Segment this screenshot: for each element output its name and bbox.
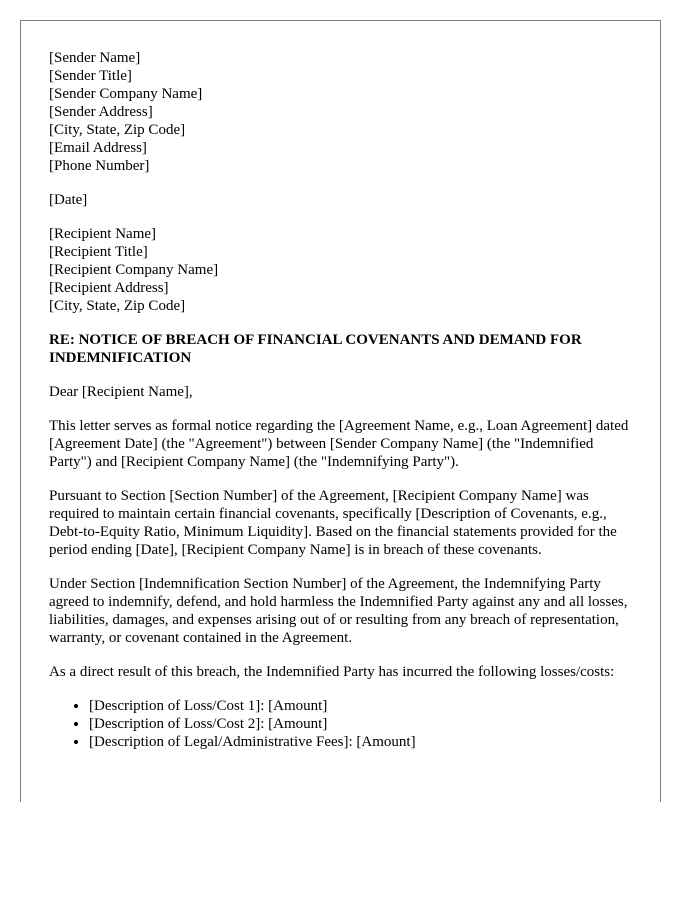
sender-email: [Email Address] xyxy=(49,140,147,156)
recipient-title: [Recipient Title] xyxy=(49,244,148,260)
recipient-block xyxy=(49,225,635,315)
sender-block xyxy=(49,49,635,175)
paragraph-losses-intro: As a direct result of this breach, the Indemnified Party has incurred the following losses/costs: xyxy=(49,664,615,680)
paragraph-indemnification: Under Section [Indemnification Section Number] of the Agreement, the Indemnifying Party agreed to indemnify, defend, and hold harmless the Indemnified Party against any and all losses, liabilities, damages, and expenses arising out of or resulting from any breach of representation, warranty, or covenant contained in the Agreement. xyxy=(49,576,628,646)
recipient-company-name: [Recipient Company Name] xyxy=(49,262,219,278)
recipient-name: [Recipient Name] xyxy=(49,226,157,242)
letter-date: [Date] xyxy=(49,192,88,208)
paragraph-covenants: Pursuant to Section [Section Number] of the Agreement, [Recipient Company Name] was required to maintain certain financial covenants, specifically [Description of Covenants, e.g., Debt-to-Equity Ratio, Minimum Liquidity]. Based on the financial statements provided for the period ending [Date], [Recipient Company Name] is in breach of these covenants. xyxy=(49,488,617,558)
paragraph-notice: This letter serves as formal notice regarding the [Agreement Name, e.g., Loan Agreement] dated [Agreement Date] (the "Agreement") between [Sender Company Name] (the "Indemnified Party") and [Recipient Company Name] (the "Indemnifying Party"). xyxy=(49,418,629,470)
subject-line: RE: NOTICE OF BREACH OF FINANCIAL COVENANTS AND DEMAND FOR INDEMNIFICATION xyxy=(49,332,582,366)
recipient-city-state-zip: [City, State, Zip Code] xyxy=(49,298,186,314)
date-block xyxy=(49,191,635,209)
list-item: • [Description of Loss/Cost 1]: [Amount] xyxy=(89,697,635,715)
losses-list xyxy=(49,697,635,751)
salutation: Dear [Recipient Name], xyxy=(49,384,193,400)
list-item: • [Description of Legal/Administrative Fees]: [Amount] xyxy=(89,733,635,751)
letter-page xyxy=(20,20,661,802)
letter-content xyxy=(49,49,635,767)
list-item: • [Description of Loss/Cost 2]: [Amount] xyxy=(89,715,635,733)
sender-phone: [Phone Number] xyxy=(49,158,150,174)
sender-title: [Sender Title] xyxy=(49,68,132,84)
sender-company-name: [Sender Company Name] xyxy=(49,86,203,102)
sender-city-state-zip: [City, State, Zip Code] xyxy=(49,122,186,138)
sender-address: [Sender Address] xyxy=(49,104,153,120)
recipient-address: [Recipient Address] xyxy=(49,280,169,296)
sender-name: [Sender Name] xyxy=(49,50,141,66)
